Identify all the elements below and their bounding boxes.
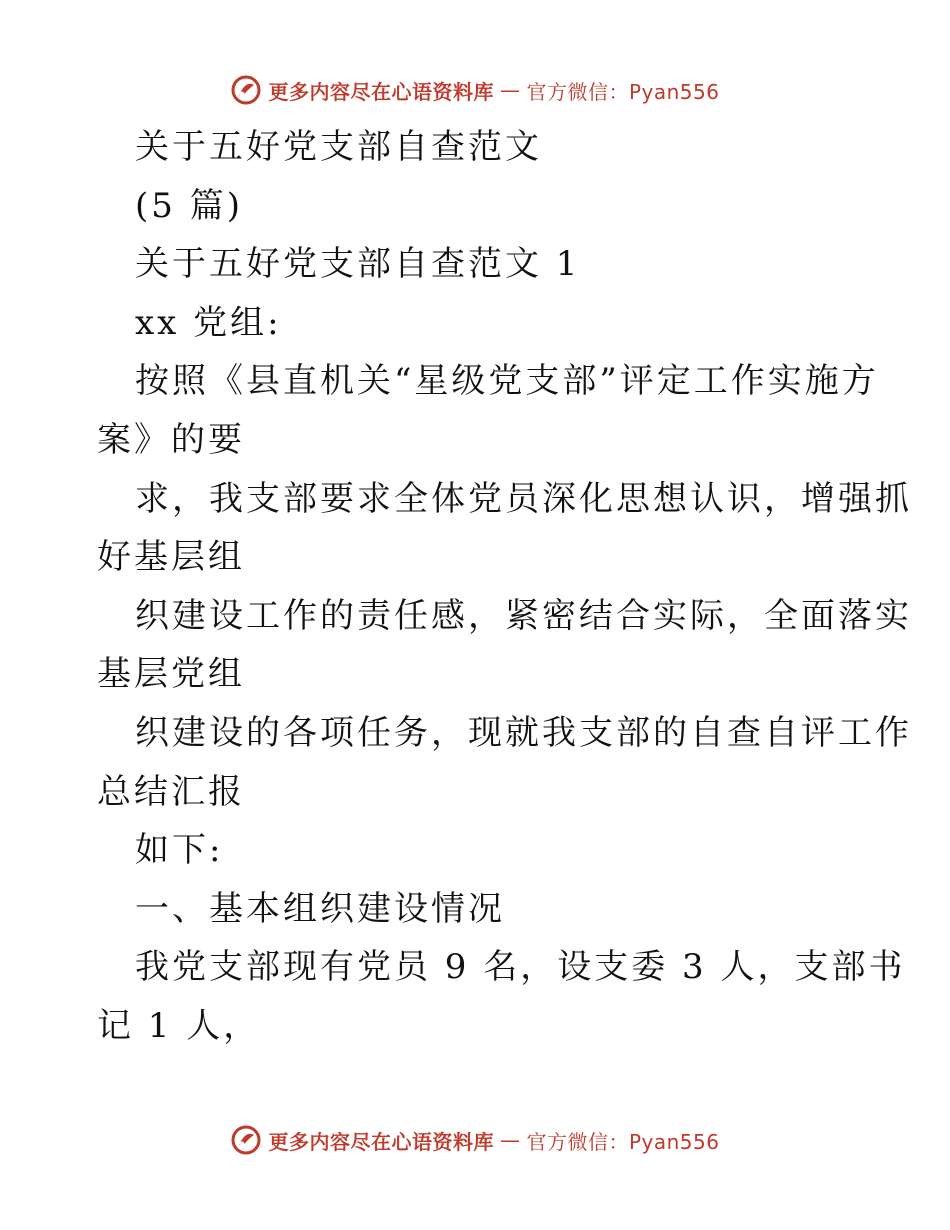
footer-watermark <box>0 1120 950 1160</box>
document-line: 关于五好党支部自查范文 1 <box>135 244 581 285</box>
document-line: 案》的要 <box>97 419 245 460</box>
document-line: 我党支部现有党员 9 名，设支委 3 人，支部书 <box>135 947 906 988</box>
document-line: 求，我支部要求全体党员深化思想认识，增强抓 <box>135 478 912 519</box>
watermark-right-text: 官方微信：Pyan556 <box>526 1129 720 1154</box>
watermark-dash: — <box>499 1128 521 1152</box>
document-line: 基层党组 <box>97 654 245 695</box>
logo-icon <box>230 74 262 106</box>
document-line: (5 篇) <box>135 185 243 226</box>
document-line: 记 1 人， <box>97 1005 261 1046</box>
logo-icon <box>230 1124 262 1156</box>
document-line: 好基层组 <box>97 537 245 578</box>
watermark-dash: — <box>499 78 521 102</box>
document-line: 关于五好党支部自查范文 <box>135 127 542 167</box>
watermark-left-text: 更多内容尽在心语资料库 <box>268 79 494 104</box>
document-line: xx 党组: <box>135 302 282 343</box>
document-body <box>97 118 912 1056</box>
document-line: 织建设工作的责任感，紧密结合实际，全面落实 <box>135 595 912 636</box>
document-line: 总结汇报 <box>97 771 245 812</box>
header-watermark <box>0 70 950 110</box>
document-line: 一、基本组织建设情况 <box>135 888 505 929</box>
watermark-right-text: 官方微信：Pyan556 <box>526 79 720 104</box>
document-line: 按照《县直机关“星级党支部”评定工作实施方 <box>135 361 879 402</box>
watermark-left-text: 更多内容尽在心语资料库 <box>268 1129 494 1154</box>
document-line: 如下: <box>135 830 224 871</box>
document-line: 织建设的各项任务，现就我支部的自查自评工作 <box>135 712 912 753</box>
